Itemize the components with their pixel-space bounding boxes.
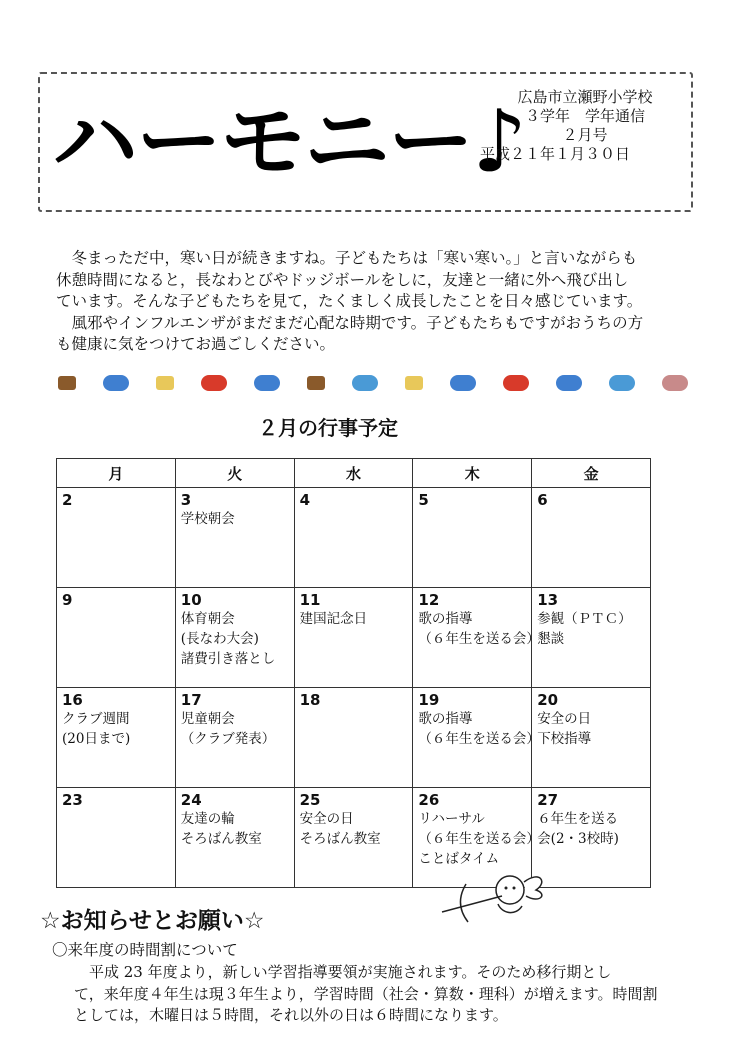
- box-icon: [405, 376, 423, 390]
- school-name: 広島市立瀬野小学校: [517, 88, 653, 106]
- calendar-day-number: 4: [299, 491, 311, 509]
- intro-line: 休憩時間になると，長なわとびやドッジボールをしに，友達と一緒に外へ飛び出し: [56, 270, 629, 289]
- calendar-day-number: 9: [62, 591, 73, 609]
- face-icon: [352, 375, 378, 391]
- calendar-event: 学校朝会: [180, 511, 235, 527]
- intro-line: ています。そんな子どもたちを見て，たくましく成長したことを日々感じています。: [56, 292, 643, 310]
- calendar-event: 歌の指導: [418, 611, 473, 627]
- calendar-day-cell: [413, 688, 540, 788]
- calendar-event: 体育朝会: [180, 611, 235, 627]
- face-icon: [609, 375, 635, 391]
- calendar-day-cell: [413, 488, 532, 588]
- calendar-day-cell: [532, 688, 651, 788]
- calendar-day-cell: [175, 788, 294, 888]
- calendar-event: 歌の指導: [418, 711, 473, 727]
- heart-icon: [662, 375, 688, 391]
- calendar-event: 会(2・3校時): [537, 831, 619, 847]
- calendar-week-row: [57, 588, 651, 688]
- calendar-event: 下校指導: [537, 731, 592, 747]
- calendar-day-cell: [175, 588, 294, 688]
- calendar-day-cell: [294, 688, 413, 788]
- calendar-day-number: 12: [418, 591, 440, 609]
- calendar-day-cell: [294, 588, 413, 688]
- cupid-illustration: [432, 860, 552, 930]
- calendar-event: ことばタイム: [418, 851, 500, 867]
- notice-line: としては，木曜日は５時間，それ以外の日は６時間になります。: [74, 1006, 508, 1024]
- calendar-day-cell: [294, 788, 413, 888]
- calendar-event: 安全の日: [537, 711, 592, 727]
- calendar-event: （６年生を送る会）: [418, 631, 540, 647]
- notice-line: て，来年度４年生は現３年生より，学習時間（社会・算数・理科）が増えます。時間割: [74, 984, 658, 1003]
- intro-line: も健康に気をつけてお過ごしください。: [56, 335, 336, 353]
- weekday-header: 火: [175, 459, 294, 488]
- basket-icon: [201, 375, 227, 391]
- bird-icon: [556, 375, 582, 391]
- calendar-event: ６年生を送る: [537, 811, 619, 827]
- calendar-event: そろばん教室: [299, 831, 381, 847]
- calendar-day-cell: [532, 588, 651, 688]
- notice-title: ☆お知らせとお願い☆: [40, 908, 265, 934]
- calendar-day-cell: [532, 488, 651, 588]
- calendar-event: 児童朝会: [180, 711, 235, 727]
- issue-label: ２月号: [562, 126, 608, 144]
- calendar-day-cell: [294, 488, 413, 588]
- calendar-week-row: [57, 788, 651, 888]
- intro-line: 冬まっただ中，寒い日が続きますね。子どもたちは「寒い寒い。」と言いながらも: [56, 249, 638, 267]
- tree-icon: [58, 376, 76, 390]
- calendar-day-number: 18: [299, 691, 321, 709]
- calendar-day-number: 19: [418, 691, 440, 709]
- calendar-day-number: 3: [180, 491, 192, 509]
- notice-line: 平成 23 年度より，新しい学習指導要領が実施されます。そのため移行期とし: [74, 963, 612, 981]
- calendar-day-number: 11: [299, 591, 321, 609]
- schedule-title: ２月の行事予定: [258, 416, 398, 440]
- calendar-week-row: [57, 488, 651, 588]
- decoration-row: [58, 372, 688, 394]
- calendar-event: （６年生を送る会）: [418, 731, 540, 747]
- calendar-event: クラブ週間: [62, 711, 130, 727]
- school-info: [480, 88, 690, 164]
- calendar-event: 諸費引き落とし: [180, 651, 276, 667]
- intro-line: 風邪やインフルエンザがまだまだ心配な時期です。子どもたちもですがおうちの方: [56, 313, 644, 332]
- calendar-day-number: 10: [180, 591, 202, 609]
- weekday-header: 金: [532, 459, 651, 488]
- bird-icon: [450, 375, 476, 391]
- calendar-day-number: 27: [537, 791, 559, 809]
- bird-icon: [103, 375, 129, 391]
- calendar-day-number: 2: [62, 491, 73, 509]
- calendar-day-cell: [175, 488, 294, 588]
- calendar-event: リハーサル: [418, 811, 485, 827]
- calendar-day-cell: [57, 488, 176, 588]
- calendar-event: (20日まで): [62, 731, 131, 747]
- calendar-day-number: 5: [418, 491, 429, 509]
- calendar-event: 建国記念日: [299, 611, 368, 627]
- calendar-day-number: 20: [537, 691, 559, 709]
- intro-message: [56, 248, 716, 356]
- calendar-event: 友達の輪: [180, 811, 235, 827]
- calendar-event: （クラブ発表）: [180, 731, 276, 747]
- calendar-day-number: 16: [62, 691, 83, 709]
- box-icon: [156, 376, 174, 390]
- calendar-week-row: [57, 688, 651, 788]
- calendar-day-cell: [57, 788, 176, 888]
- bird-icon: [254, 375, 280, 391]
- newsletter-title: ハーモニー♪: [52, 92, 525, 192]
- weekday-header: 水: [294, 459, 413, 488]
- notice-body: [74, 962, 714, 1027]
- calendar-event: 安全の日: [299, 811, 354, 827]
- masthead-box: [38, 72, 693, 212]
- newsletter-name: ３学年 学年通信: [524, 107, 645, 125]
- calendar-day-number: 26: [418, 791, 440, 809]
- calendar-event: (長なわ大会): [180, 631, 259, 647]
- calendar-event: そろばん教室: [180, 831, 262, 847]
- basket-icon: [503, 375, 529, 391]
- issue-date: 平成２１年１月３０日: [480, 145, 631, 163]
- calendar-day-cell: [57, 588, 176, 688]
- schedule-calendar: [56, 458, 651, 888]
- calendar-event: （６年生を送る会）: [418, 831, 540, 847]
- calendar-day-number: 25: [299, 791, 321, 809]
- calendar-event: 懇談: [537, 631, 565, 647]
- notice-subtitle: 〇来年度の時間割について: [52, 941, 238, 959]
- tree-icon: [307, 376, 325, 390]
- weekday-header: 木: [413, 459, 532, 488]
- weekday-header-row: [57, 459, 651, 488]
- calendar-day-number: 23: [62, 791, 83, 809]
- calendar-day-cell: [57, 688, 176, 788]
- calendar-event: 参観（ＰＴＣ）: [537, 611, 632, 627]
- weekday-header: 月: [57, 459, 176, 488]
- calendar-day-number: 24: [180, 791, 202, 809]
- calendar-day-number: 6: [537, 491, 548, 509]
- calendar-day-number: 13: [537, 591, 559, 609]
- calendar-day-cell: [175, 688, 294, 788]
- calendar-day-cell: [413, 588, 540, 688]
- calendar-day-number: 17: [180, 691, 202, 709]
